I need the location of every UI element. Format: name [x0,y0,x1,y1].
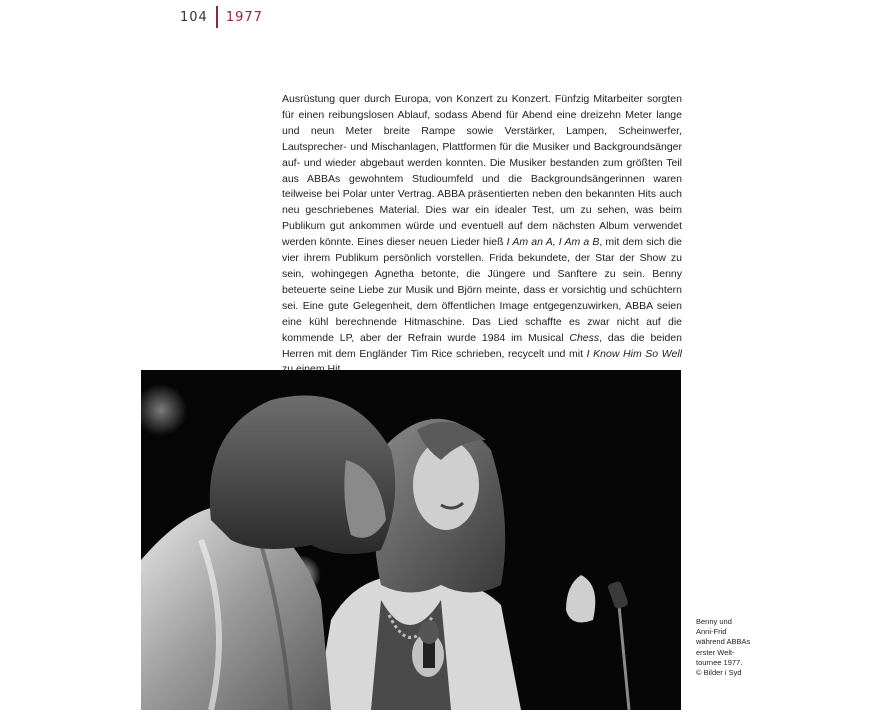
caption-line: tournee 1977. [696,657,743,667]
body-text-3: , das die beiden Herren mit dem Engländer Tim Rice schrieben, recycelt und mit [282,331,682,360]
concert-photo-illustration [141,370,681,710]
photo-caption [696,617,766,678]
header-divider [216,6,218,28]
body-paragraph [282,92,682,378]
chapter-year: 1977 [225,9,263,25]
page-number: 104 [180,9,208,25]
caption-line: erster Welt- [696,647,735,657]
song-title-i-know-him: I Know Him So Well [586,347,682,360]
caption-line: Benny und [696,617,732,626]
musical-title-chess: Chess [569,331,600,344]
concert-photo [141,370,681,710]
running-header [180,6,263,28]
body-text-2: , mit dem sich die vier ihrem Publikum persönlich vorstellen. Frida bekundete, der Star der Show zu sein, wohingegen Agnetha betonte, die Jüngere und Sanftere zu sein. Benny beteuerte seine Liebe zur Musik und Björn meinte, dass er vorsichtig und schüchtern sei. Eine gute Gelegenheit, dem öffentlichen Image entgegenzuwirken, ABBA seien eine kühl berechnende Hitmaschine. Das Lied schaffte es zwar nicht auf die kommende LP, aber der Refrain wurde 1984 im Musical [282,236,683,344]
photo-credit: © Bilder i Syd [696,668,742,678]
caption-line: während ABBAs [696,637,751,647]
body-text-1: Ausrüstung quer durch Europa, von Konzert zu Konzert. Fünfzig Mitarbeiter sorgten für einen reibungslosen Ablauf, sodass Abend für Abend eine dreizehn Meter lange und neun Meter breite Rampe sowie Verstärker, Lampen, Scheinwerfer, Lautsprecher- und Mischanlagen, Plattformen für die Musiker und Backgroundsänger auf- und wieder abgebaut werden konnten. Die Musiker bestanden zum größten Teil aus ABBAs gewohntem Studioumfeld und die Backgroundsängerinnen waren teilweise bei Polar unter Vertrag. ABBA präsentierten neben den bekannten Hits auch neu geschriebenes Material. Dies war ein idealer Test, um zu sehen, was beim Publikum gut ankommen würde und eventuell auf dem nächsten Album verwendet werden könnte. Eines dieser neuen Lieder hieß [282,93,682,249]
song-title-i-am-an-a: I Am an A, I Am a B [506,236,600,249]
caption-line: Anni-Frid [696,627,727,637]
